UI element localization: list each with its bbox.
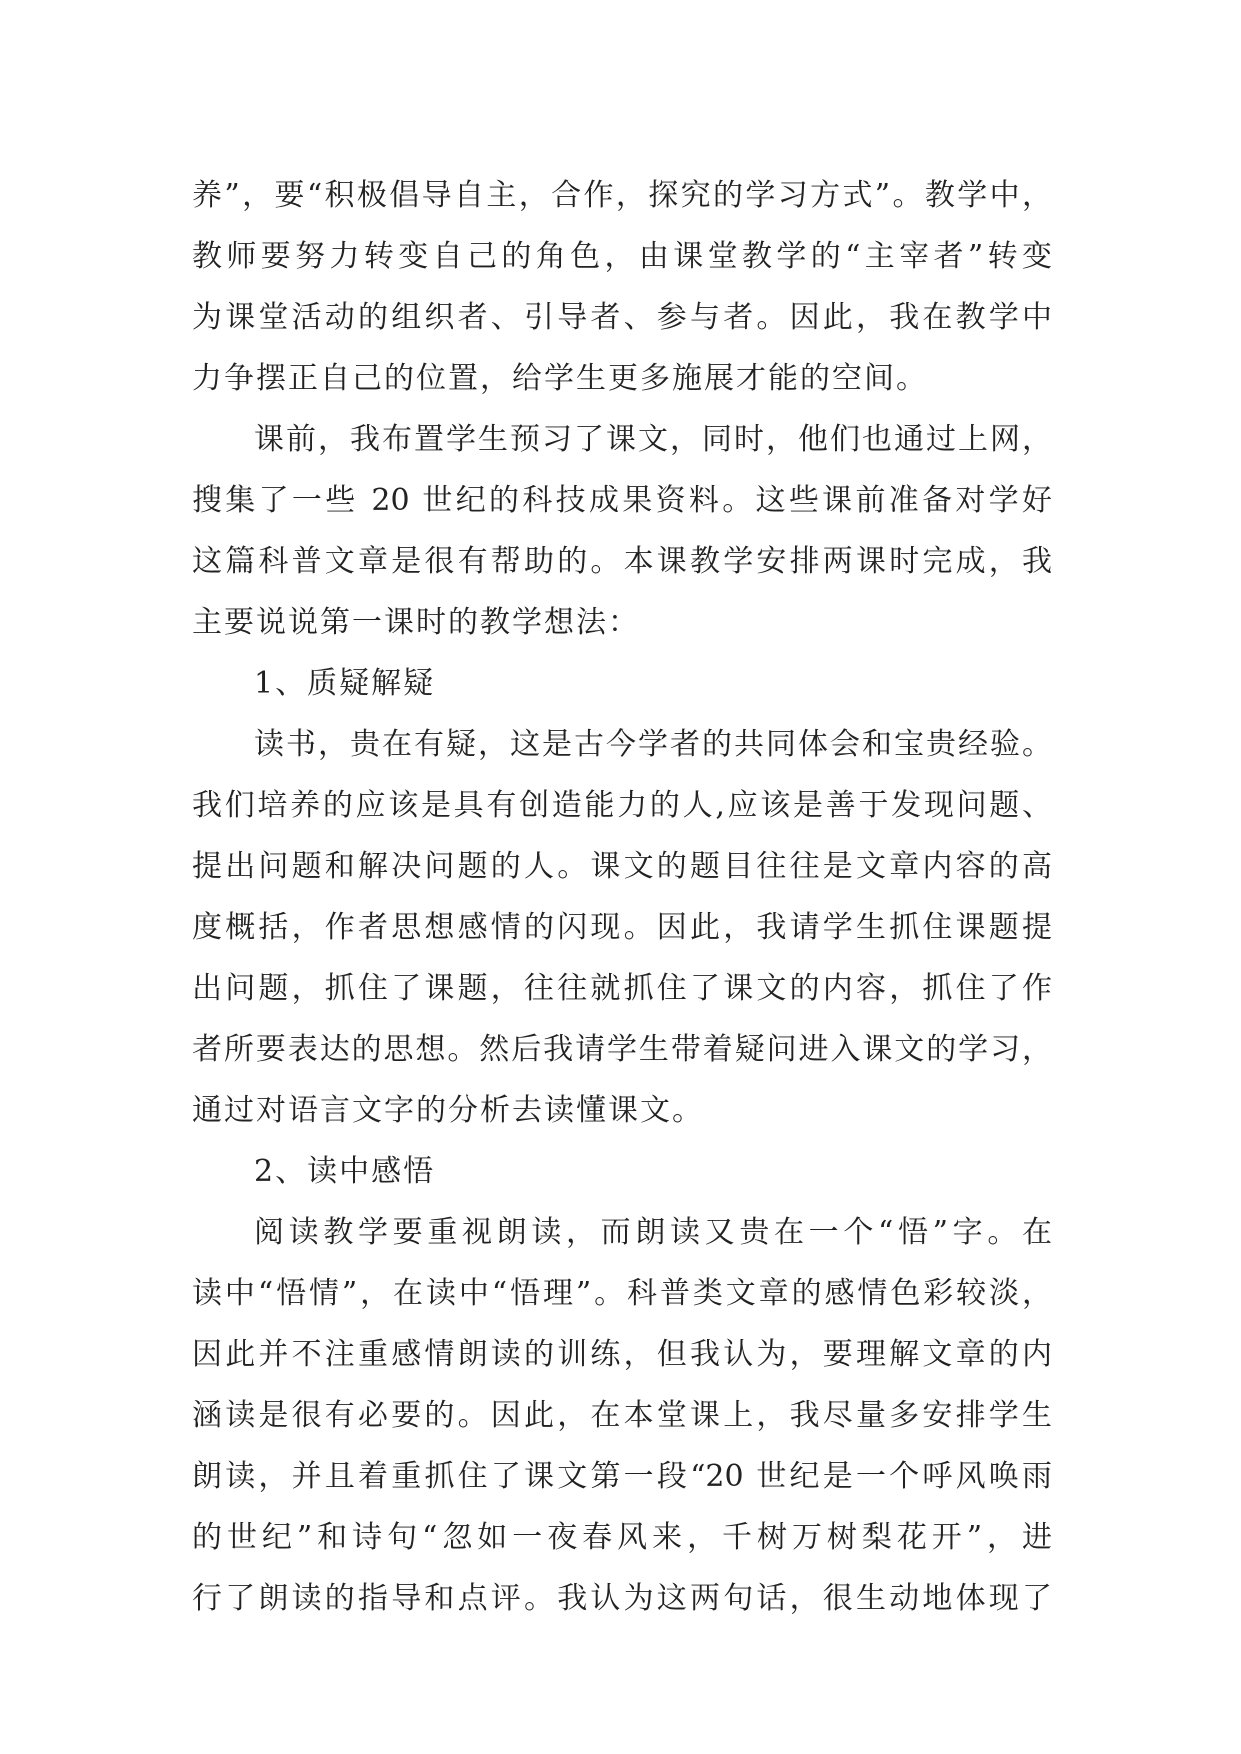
text-line: 养”，要“积极倡导自主，合作，探究的学习方式”。教学中，: [192, 178, 1052, 213]
body-text: [192, 165, 1052, 1629]
text-line: 搜集了一些 20 世纪的科技成果资料。这些课前准备对学好: [192, 483, 1052, 518]
text-line: 朗读，并且着重抓住了课文第一段“20 世纪是一个呼风唤雨: [192, 1459, 1052, 1494]
text-line: 的世纪”和诗句“忽如一夜春风来，千树万树梨花开”，进: [192, 1520, 1052, 1555]
text-line: 出问题，抓住了课题，往往就抓住了课文的内容，抓住了作: [192, 971, 1052, 1006]
paragraph-first-line: 阅读教学要重视朗读，而朗读又贵在一个“悟”字。在: [254, 1215, 1052, 1250]
text-line: 因此并不注重感情朗读的训练，但我认为，要理解文章的内: [192, 1337, 1052, 1372]
section-heading: 1、质疑解疑: [254, 666, 436, 701]
paragraph-first-line: 读书，贵在有疑，这是古今学者的共同体会和宝贵经验。: [254, 727, 1052, 762]
text-line: 提出问题和解决问题的人。课文的题目往往是文章内容的高: [192, 849, 1052, 884]
text-line: 教师要努力转变自己的角色，由课堂教学的“主宰者”转变: [192, 239, 1052, 274]
section-heading: 2、读中感悟: [254, 1154, 436, 1189]
text-line: 行了朗读的指导和点评。我认为这两句话，很生动地体现了: [192, 1581, 1052, 1616]
text-line: 我们培养的应该是具有创造能力的人,应该是善于发现问题、: [192, 788, 1052, 823]
text-line: 度概括，作者思想感情的闪现。因此，我请学生抓住课题提: [192, 910, 1052, 945]
text-line: 力争摆正自己的位置，给学生更多施展才能的空间。: [192, 361, 928, 396]
text-line: 读中“悟情”，在读中“悟理”。科普类文章的感情色彩较淡，: [192, 1276, 1052, 1311]
text-line: 通过对语言文字的分析去读懂课文。: [192, 1093, 704, 1128]
paragraph-first-line: 课前，我布置学生预习了课文，同时，他们也通过上网，: [254, 422, 1052, 457]
text-line: 主要说说第一课时的教学想法：: [192, 605, 640, 640]
text-line: 涵读是很有必要的。因此，在本堂课上，我尽量多安排学生: [192, 1398, 1052, 1433]
text-line: 这篇科普文章是很有帮助的。本课教学安排两课时完成，我: [192, 544, 1052, 579]
text-line: 为课堂活动的组织者、引导者、参与者。因此，我在教学中: [192, 300, 1052, 335]
text-line: 者所要表达的思想。然后我请学生带着疑问进入课文的学习，: [192, 1032, 1052, 1067]
